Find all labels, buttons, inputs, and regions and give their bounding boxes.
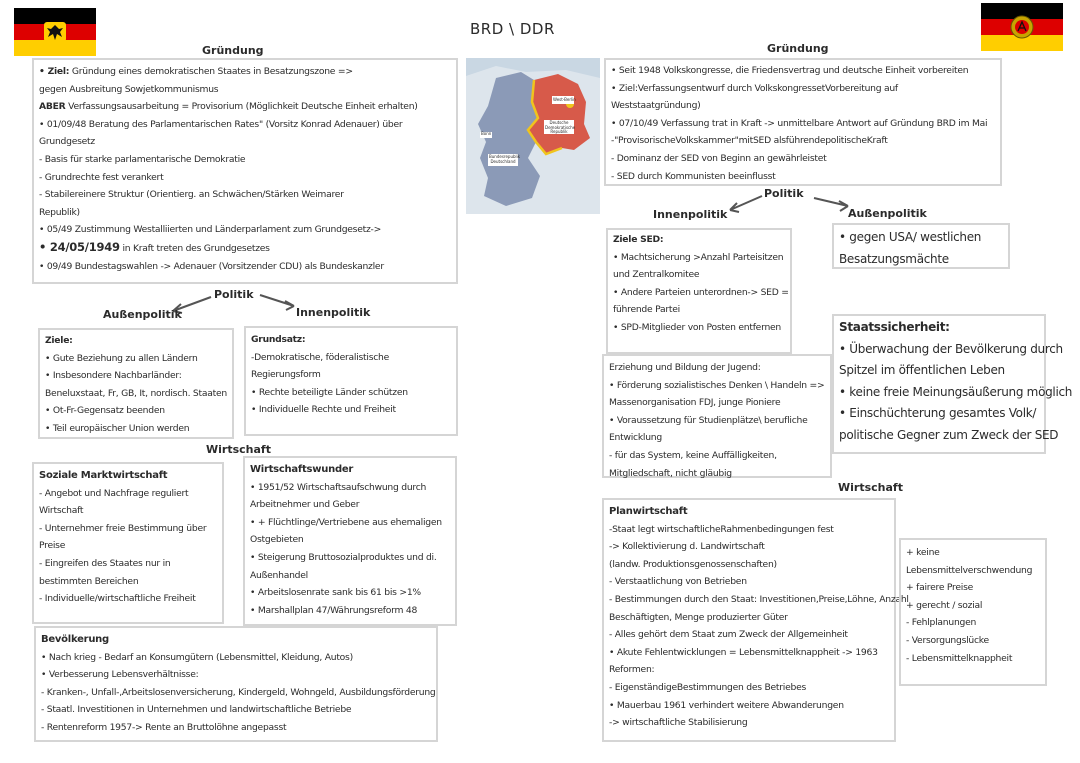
brd-aussenpolitik-heading: Außenpolitik bbox=[103, 308, 182, 321]
text-line: • Nach krieg - Bedarf an Konsumgütern (Lebensmittel, Kleidung, Autos) bbox=[41, 651, 353, 663]
ddr-gruendung-box bbox=[604, 58, 1002, 186]
text-line: • Förderung sozialistisches Denken \ Handeln => bbox=[609, 379, 825, 391]
ddr-aussenpolitik-heading: Außenpolitik bbox=[848, 207, 927, 220]
map-svg bbox=[466, 58, 600, 214]
text-line bbox=[39, 204, 451, 222]
text-line: - für das System, keine Auffälligkeiten, bbox=[609, 449, 777, 461]
brd-flag bbox=[14, 8, 96, 56]
text-line: - Rentenreform 1957-> Rente an Bruttolöhne angepasst bbox=[41, 721, 287, 733]
text-line: • 1951/52 Wirtschaftsaufschwung durch bbox=[250, 481, 427, 493]
text-line: Besatzungsmächte bbox=[839, 251, 949, 266]
text-line bbox=[39, 81, 451, 99]
text-line: - Dominanz der SED von Beginn an gewährleistet bbox=[611, 152, 827, 164]
text-line: + fairere Preise bbox=[906, 582, 974, 594]
brd-politik-heading: Politik bbox=[214, 288, 254, 301]
text-line: - Kranken-, Unfall-,Arbeitslosenversicherung, Kindergeld, Wohngeld, Ausbildungsförderung bbox=[41, 686, 436, 698]
text-line: • Individuelle Rechte und Freiheit bbox=[251, 404, 396, 416]
text-line bbox=[39, 239, 451, 258]
map-label-brd: Bundesrepublik Deutschland bbox=[489, 154, 521, 164]
ddr-flag bbox=[981, 3, 1063, 51]
box-heading: Soziale Marktwirtschaft bbox=[39, 470, 168, 481]
text-line: - Angebot und Nachfrage reguliert bbox=[39, 487, 189, 499]
line-text: Verfassungsausarbeitung = Provisorium (Möglichkeit Deutsche Einheit erhalten) bbox=[65, 101, 418, 113]
line-text: Gründung eines demokratischen Staates in Besatzungszone => bbox=[69, 66, 353, 77]
text-line: • Ot-Fr-Gegensatz beenden bbox=[45, 405, 165, 417]
line-text: • 09/49 Bundestagswahlen -> Adenauer (Vorsitzender CDU) als Bundeskanzler bbox=[39, 260, 384, 272]
text-line: Massenorganisation FDJ, junge Pioniere bbox=[609, 397, 781, 409]
text-line: bestimmten Bereichen bbox=[39, 575, 139, 587]
text-line: Außenhandel bbox=[250, 569, 308, 581]
text-line: Preise bbox=[39, 540, 66, 552]
text-line: • keine freie Meinungsäußerung möglich bbox=[839, 384, 1073, 399]
text-line: • Machtsicherung >Anzahl Parteisitzen bbox=[613, 251, 784, 263]
line-text: • 01/09/48 Beratung des Parlamentarischen Rates" (Vorsitz Konrad Adenauer) über bbox=[39, 118, 403, 130]
text-line: Beneluxstaat, Fr, GB, It, nordisch. Staaten bbox=[45, 387, 227, 399]
text-line: -Demokratische, föderalistische bbox=[251, 351, 390, 363]
text-line: • Andere Parteien unterordnen-> SED = bbox=[613, 286, 789, 298]
map-label-ddr: Deutsche Demokratische Republik bbox=[545, 120, 576, 134]
text-line: • Mauerbau 1961 verhindert weitere Abwanderungen bbox=[609, 699, 844, 711]
text-line: - Eingreifen des Staates nur in bbox=[39, 557, 171, 569]
line-text: - Grundrechte fest verankert bbox=[39, 171, 164, 183]
ddr-gruendung-heading: Gründung bbox=[767, 42, 829, 55]
text-line: • SPD-Mitglieder von Posten entfernen bbox=[613, 321, 782, 333]
brd-bevoelkerung-box bbox=[34, 626, 438, 742]
ddr-wirtschaft-heading: Wirtschaft bbox=[838, 481, 903, 494]
line-text: Republik) bbox=[39, 206, 80, 218]
text-line bbox=[39, 151, 451, 169]
ddr-innenpolitik-heading: Innenpolitik bbox=[653, 208, 728, 221]
text-line bbox=[39, 221, 451, 239]
text-line: • Seit 1948 Volkskongresse, die Friedensvertrag und deutsche Einheit vorbereiten bbox=[611, 65, 969, 76]
text-line: • Verbesserung Lebensverhältnisse: bbox=[41, 669, 199, 681]
text-line bbox=[39, 116, 451, 134]
text-line: führende Partei bbox=[613, 304, 680, 316]
text-line: -> Kollektivierung d. Landwirtschaft bbox=[609, 541, 765, 553]
brd-sozial-box bbox=[32, 462, 224, 624]
ddr-planwirtschaft-box bbox=[602, 498, 909, 742]
text-line: • Steigerung Bruttosozialproduktes und di. bbox=[250, 551, 437, 563]
text-line: Ostgebieten bbox=[250, 534, 304, 546]
text-line: - Verstaatlichung von Betrieben bbox=[609, 576, 747, 588]
text-line: Lebensmittelverschwendung bbox=[906, 564, 1033, 576]
text-line: • Gute Beziehung zu allen Ländern bbox=[45, 352, 198, 364]
text-line: • Voraussetzung für Studienplätze\ berufliche bbox=[609, 414, 808, 426]
text-line: • Ziel:Verfassungsentwurf durch VolkskongressetVorbereitung auf bbox=[611, 82, 898, 94]
text-line: • Insbesondere Nachbarländer: bbox=[45, 370, 182, 382]
text-line bbox=[39, 133, 451, 151]
text-line: - Alles gehört dem Staat zum Zweck der Allgemeinheit bbox=[609, 629, 848, 641]
line-text: - Basis für starke parlamentarische Demokratie bbox=[39, 153, 246, 165]
ddr-innenpolitik-box bbox=[606, 228, 792, 354]
text-line: • Marshallplan 47/Währungsreform 48 bbox=[250, 604, 418, 616]
text-line: • gegen USA/ westlichen bbox=[839, 230, 982, 244]
text-line: Ziele SED: bbox=[613, 234, 664, 245]
arrow-left-icon-ddr bbox=[722, 192, 772, 216]
text-line bbox=[39, 186, 451, 204]
line-text: Grundgesetz bbox=[39, 136, 95, 148]
box-heading: Staatssicherheit: bbox=[839, 320, 950, 334]
text-line: - EigenständigeBestimmungen des Betriebes bbox=[609, 681, 807, 693]
bold-prefix: • 24/05/1949 bbox=[39, 239, 120, 254]
text-line: - Unternehmer freie Bestimmung über bbox=[39, 522, 207, 534]
text-line: -"ProvisorischeVolkskammer"mitSED alsführendepolitischeKraft bbox=[611, 135, 888, 147]
text-line: • Rechte beteiligte Länder schützen bbox=[251, 386, 408, 398]
map-label-berlin: West-Berlin bbox=[553, 97, 576, 102]
bold-prefix: • Ziel: bbox=[39, 66, 70, 77]
text-line: + keine bbox=[906, 547, 940, 558]
text-line: Weststaatgründung) bbox=[611, 100, 701, 112]
text-line: (landw. Produktionsgenossenschaften) bbox=[609, 558, 777, 570]
text-line bbox=[39, 258, 451, 276]
brd-innenpolitik-heading: Innenpolitik bbox=[296, 306, 371, 319]
text-line: Erziehung und Bildung der Jugend: bbox=[609, 362, 761, 373]
text-line: - Versorgungslücke bbox=[906, 634, 989, 646]
line-text: • 05/49 Zustimmung Westalliierten und Länderparlament zum Grundgesetz-> bbox=[39, 224, 382, 236]
box-heading: Wirtschaftswunder bbox=[250, 464, 354, 475]
text-line: Wirtschaft bbox=[39, 505, 84, 517]
text-line: Regierungsform bbox=[251, 369, 321, 381]
text-line: Grundsatz: bbox=[251, 334, 306, 345]
brd-aussenpolitik-box bbox=[38, 328, 234, 439]
page-title: BRD \ DDR bbox=[470, 20, 555, 38]
text-line: - Bestimmungen durch den Staat: Investitionen,Preise,Löhne, Anzahl bbox=[609, 593, 909, 605]
text-line: • + Flüchtlinge/Vertriebene aus ehemaligen bbox=[250, 516, 442, 528]
text-line: • Einschüchterung gesamtes Volk/ bbox=[839, 406, 1037, 420]
line-text: in Kraft treten des Grundgesetzes bbox=[119, 242, 270, 254]
text-line bbox=[39, 169, 451, 187]
text-line: • Arbeitslosenrate sank bis 61 bis >1% bbox=[250, 587, 421, 599]
text-line: • Akute Fehlentwicklungen = Lebensmittelknappheit -> 1963 bbox=[609, 646, 878, 658]
box-heading: Planwirtschaft bbox=[609, 506, 688, 517]
text-line bbox=[39, 63, 451, 81]
hammer-compass-emblem-icon bbox=[1009, 14, 1035, 40]
text-line: politische Gegner zum Zweck der SED bbox=[839, 427, 1059, 442]
text-line: Mitgliedschaft, nicht gläubig bbox=[609, 467, 732, 479]
text-line: Spitzel im öffentlichen Leben bbox=[839, 363, 1005, 377]
text-line bbox=[39, 98, 451, 116]
brd-wunder-box bbox=[243, 456, 457, 626]
text-line: -Staat legt wirtschaftlicheRahmenbedingungen fest bbox=[609, 523, 834, 535]
brd-wirtschaft-heading: Wirtschaft bbox=[206, 443, 271, 456]
ddr-bewertung-box bbox=[899, 538, 1047, 686]
text-line: - Staatl. Investitionen in Unternehmen und landwirtschaftliche Betriebe bbox=[41, 704, 352, 716]
text-line: Arbeitnehmer und Geber bbox=[250, 499, 360, 511]
eagle-emblem-icon bbox=[42, 20, 68, 44]
box-heading: Bevölkerung bbox=[41, 634, 109, 645]
brd-gruendung-box bbox=[32, 58, 458, 284]
brd-gruendung-heading: Gründung bbox=[202, 44, 264, 57]
brd-innenpolitik-box bbox=[244, 326, 458, 436]
map-label-bonn: Bonn bbox=[481, 131, 492, 136]
text-line: Reformen: bbox=[609, 664, 655, 676]
line-text: gegen Ausbreitung Sowjetkommunismus bbox=[39, 83, 219, 95]
line-text: - Stabilereinere Struktur (Orientierg. an Schwächen/Stärken Weimarer bbox=[39, 189, 344, 201]
text-line: - SED durch Kommunisten beeinflusst bbox=[611, 170, 776, 182]
text-line: Beschäftigten, Menge produzierter Güter bbox=[609, 611, 788, 623]
ddr-stasi-box bbox=[832, 314, 1073, 454]
text-line: -> wirtschaftliche Stabilisierung bbox=[609, 717, 748, 729]
text-line: Entwicklung bbox=[609, 432, 662, 444]
text-line: - Individuelle/wirtschaftliche Freiheit bbox=[39, 593, 196, 605]
bold-prefix: ABER bbox=[39, 101, 66, 113]
text-line: - Lebensmittelknappheit bbox=[906, 652, 1013, 664]
ddr-jugend-box bbox=[602, 354, 832, 478]
ddr-politik-heading: Politik bbox=[764, 187, 804, 200]
text-line: • 07/10/49 Verfassung trat in Kraft -> unmittelbare Antwort auf Gründung BRD im Mai bbox=[611, 117, 988, 129]
text-line: • Überwachung der Bevölkerung durch bbox=[839, 341, 1063, 356]
text-line: + gerecht / sozial bbox=[906, 599, 983, 611]
germany-map bbox=[466, 58, 600, 214]
ddr-aussenpolitik-box bbox=[832, 223, 1010, 269]
text-line: • Teil europäischer Union werden bbox=[45, 422, 190, 434]
text-line: - Fehlplanungen bbox=[906, 617, 977, 629]
text-line: Ziele: bbox=[45, 335, 73, 346]
text-line: und Zentralkomitee bbox=[613, 269, 700, 281]
